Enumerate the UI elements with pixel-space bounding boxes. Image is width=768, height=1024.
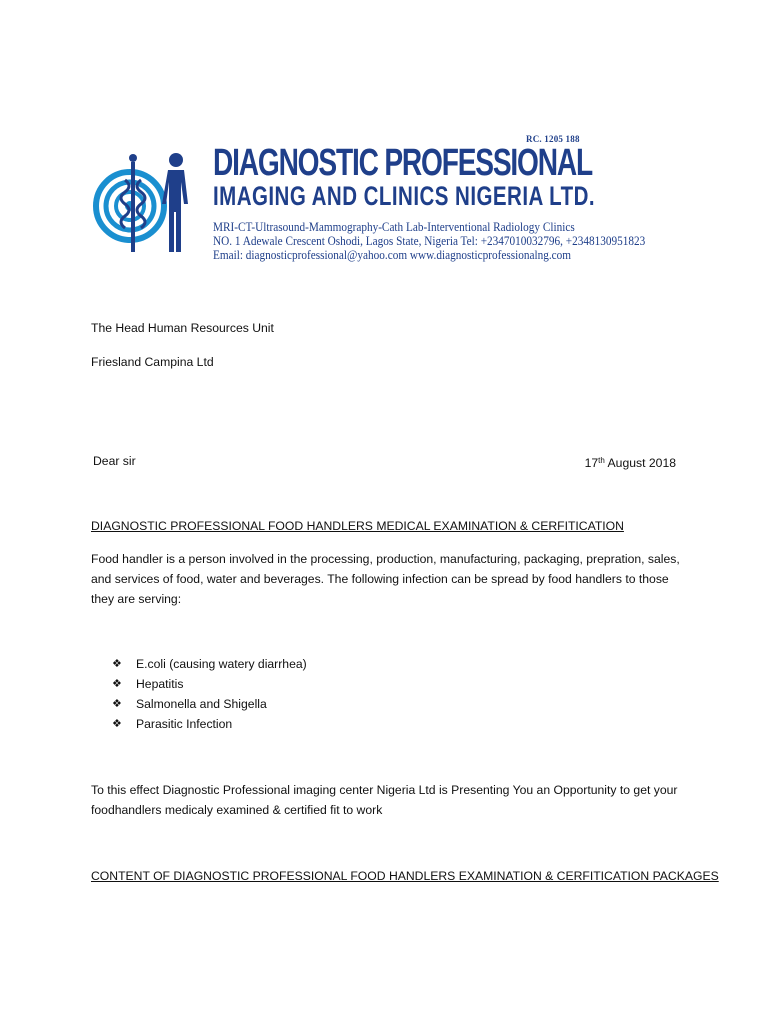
company-subtitle: IMAGING AND CLINICS NIGERIA LTD. xyxy=(213,181,596,211)
company-contact: Email: diagnosticprofessional@yahoo.com www.diagnosticprofessionalng.com xyxy=(213,248,572,262)
rc-number: RC. 1205 188 xyxy=(526,134,580,144)
list-item-text: E.coli (causing watery diarrhea) xyxy=(136,657,307,671)
list-item xyxy=(112,654,307,674)
packages-heading: CONTENT OF DIAGNOSTIC PROFESSIONAL FOOD HANDLERS EXAMINATION & CERFITICATION PACKAGES xyxy=(91,869,719,883)
diamond-bullet-icon: ❖ xyxy=(112,678,122,690)
list-item-text: Parasitic Infection xyxy=(136,717,233,731)
salutation: Dear sir xyxy=(93,454,136,468)
offer-paragraph: To this effect Diagnostic Professional imaging center Nigeria Ltd is Presenting You an Opportunity to get your foodhandlers medicaly examined & certified fit to work xyxy=(91,783,678,817)
list-item-text: Hepatitis xyxy=(136,677,184,691)
date-suffix: th xyxy=(598,456,605,465)
infection-list xyxy=(112,654,307,734)
company-name: DIAGNOSTIC PROFESSIONAL xyxy=(213,142,592,184)
list-item xyxy=(112,714,307,734)
diamond-bullet-icon: ❖ xyxy=(112,698,122,710)
list-item xyxy=(112,674,307,694)
recipient-company: Friesland Campina Ltd xyxy=(91,355,214,369)
recipient-title: The Head Human Resources Unit xyxy=(91,321,274,335)
company-address: NO. 1 Adewale Crescent Oshodi, Lagos State, Nigeria Tel: +2347010032796, +2348130951823 xyxy=(213,234,646,248)
letterhead xyxy=(92,128,658,270)
diamond-bullet-icon: ❖ xyxy=(112,718,122,730)
list-item-text: Salmonella and Shigella xyxy=(136,697,267,711)
date-day: 17 xyxy=(584,456,599,470)
letter-date xyxy=(585,451,676,473)
spiral-human-figure-logo-icon xyxy=(92,146,202,258)
date-month-year: August 2018 xyxy=(604,456,676,470)
list-item xyxy=(112,694,307,714)
company-services: MRI-CT-Ultrasound-Mammography-Cath Lab-Interventional Radiology Clinics xyxy=(213,220,575,234)
intro-paragraph: Food handler is a person involved in the processing, production, manufacturing, packaging, prepration, sales, and services of food, water and beverages. The following infection can be spread by food handlers to those they are serving: xyxy=(91,552,680,606)
diamond-bullet-icon: ❖ xyxy=(112,658,122,670)
subject-heading: DIAGNOSTIC PROFESSIONAL FOOD HANDLERS MEDICAL EXAMINATION & CERFITICATION xyxy=(91,519,624,533)
